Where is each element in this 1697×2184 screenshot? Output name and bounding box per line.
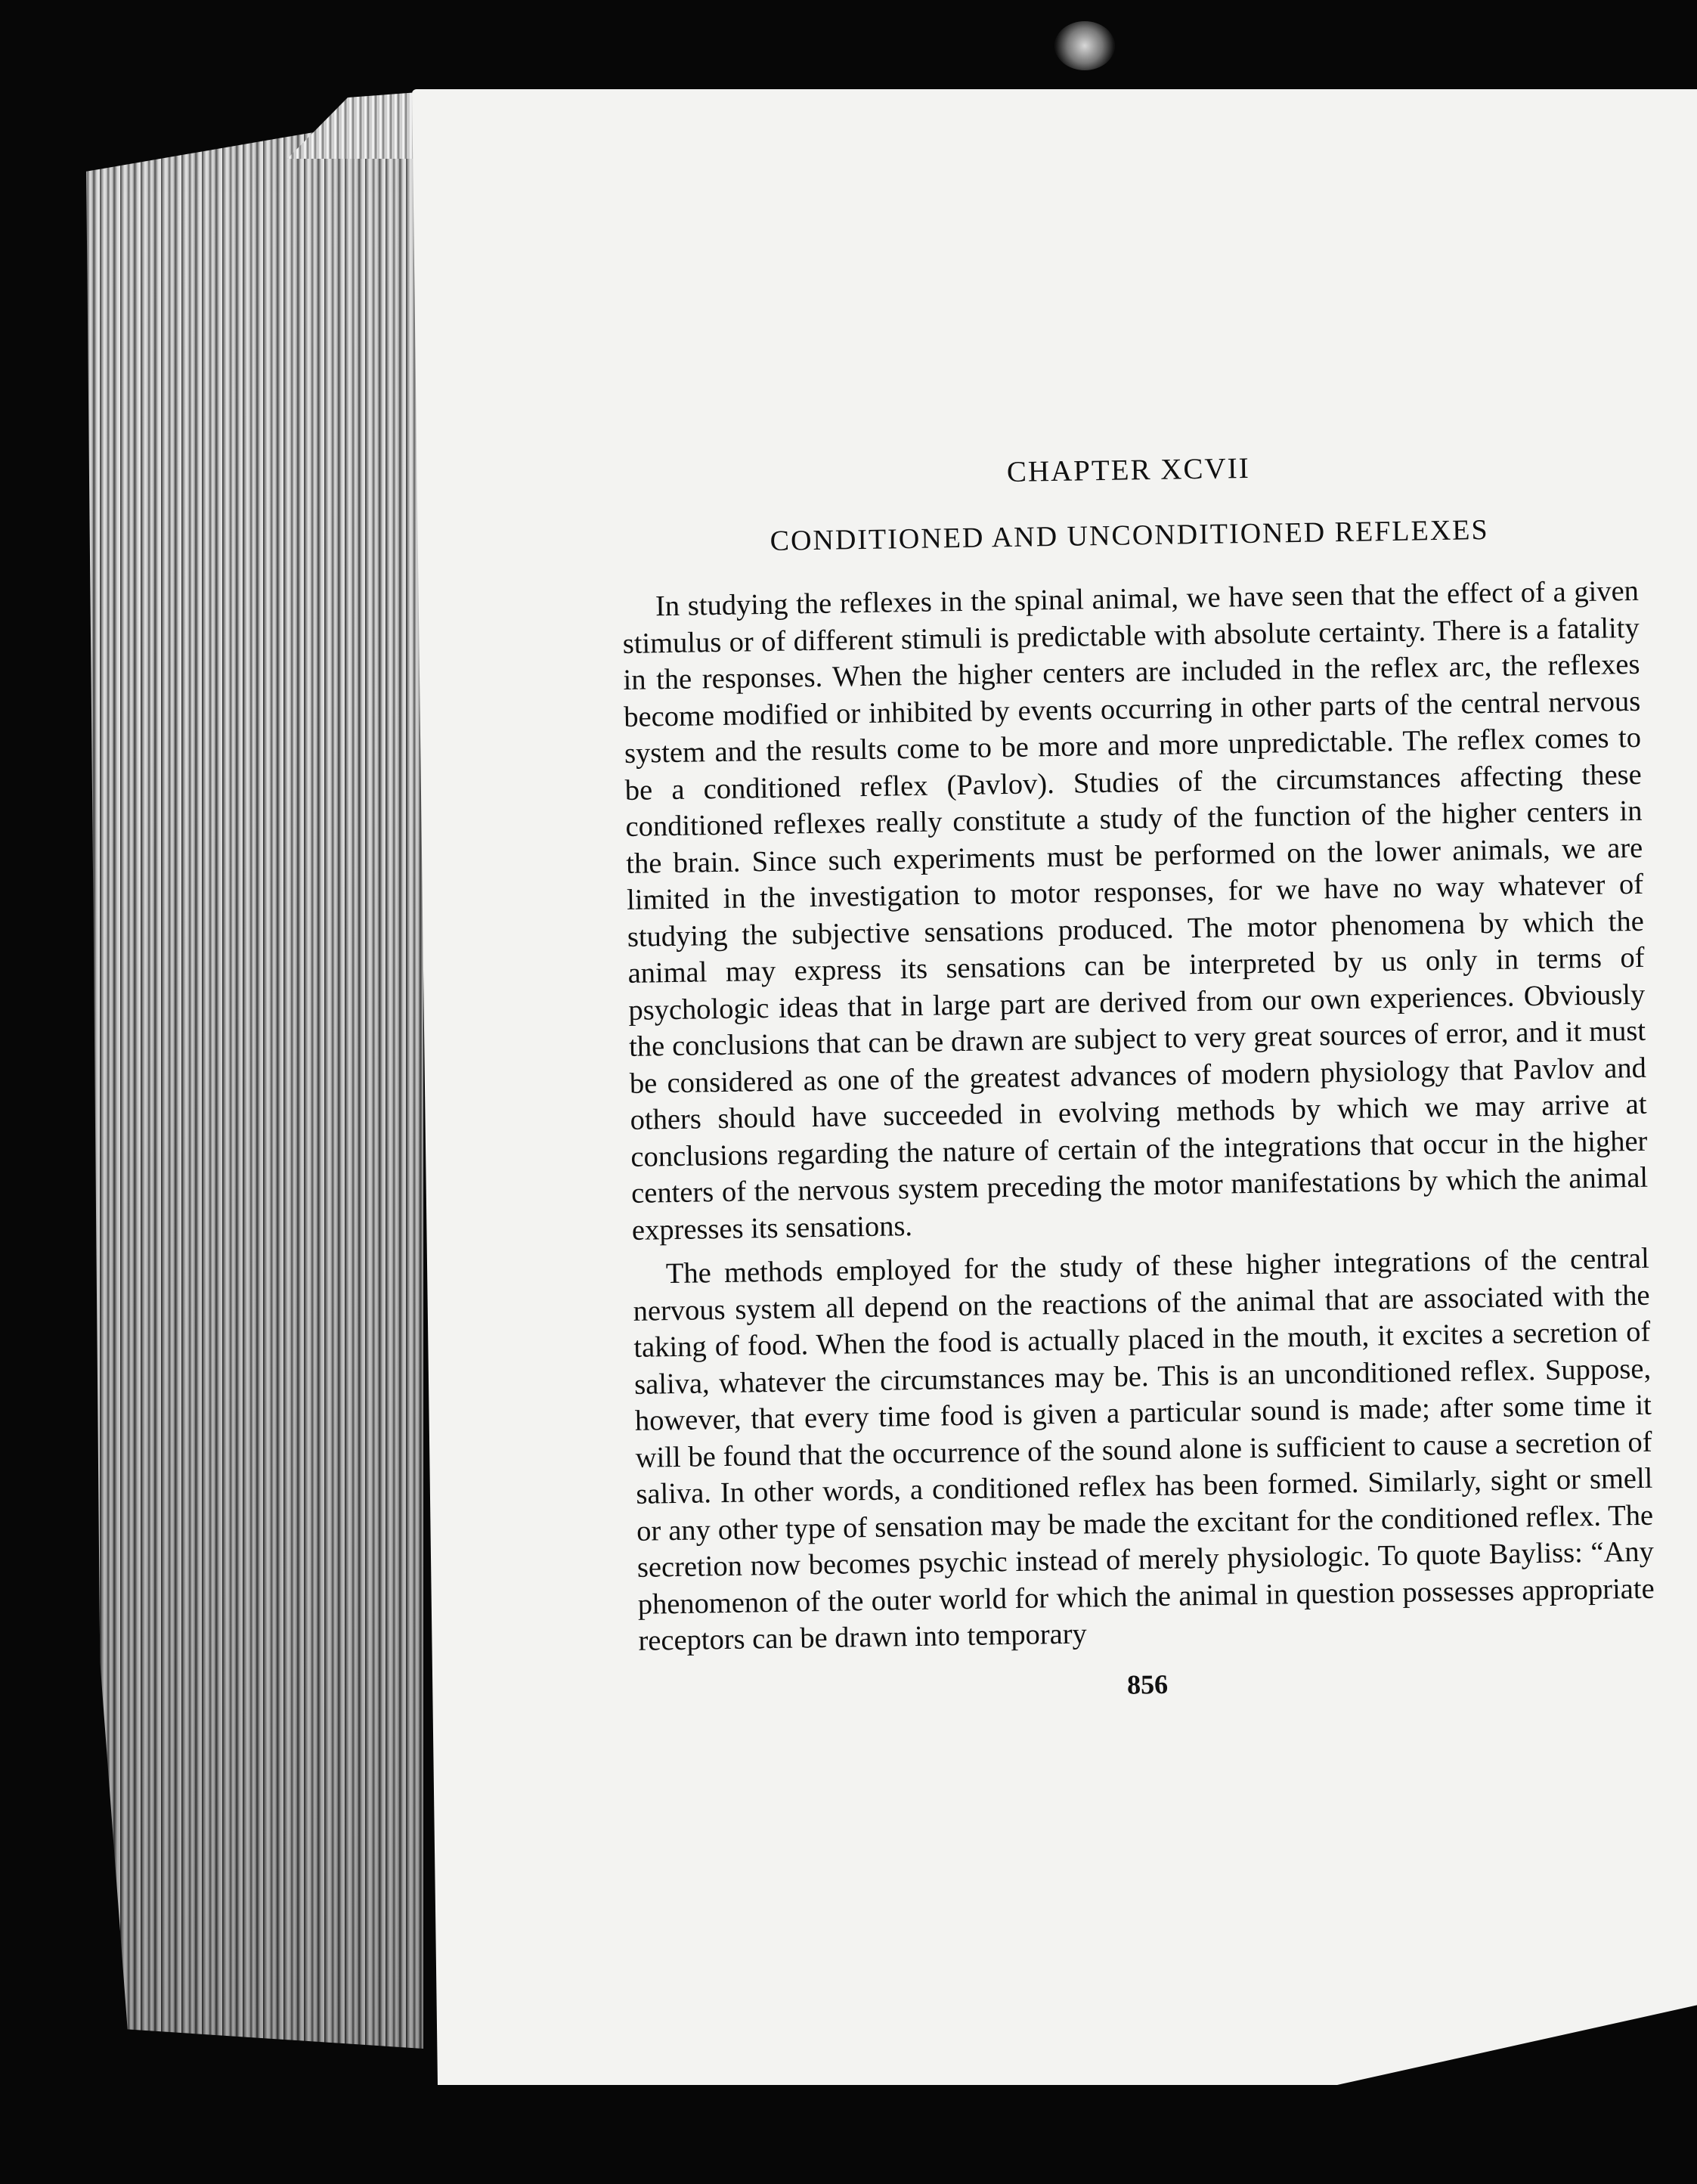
paragraph-2: The methods employed for the study of these higher integrations of the central nervous system all depend on the reactions of the animal that are associated with the taking of food. When the food is actually placed in the mouth, it excites a secretion of saliva, whatever the circumstances may be. This is an unconditioned reflex. Suppose, however, that every time food is given a particular sound is made; after some time it will be found that the occurrence of the sound alone is sufficient to cause a secretion of saliva. In other words, a conditioned reflex has been formed. Similarly, sight or smell or any other type of sensation may be made the excitant for the conditioned reflex. The secretion now becomes psychic instead of merely physiologic. To quote Bayliss: “Any phenomenon of the outer world for which the animal in question possesses appropriate receptors can be drawn into temporary [633, 1242, 1655, 1657]
page-content [620, 445, 1656, 1708]
binding-mark [1054, 21, 1115, 70]
paragraph-1: In studying the reflexes in the spinal animal, we have seen that the effect of a given stimulus or of different stimuli is predictable with absolute certainty. There is a fatality in the responses. When the higher centers are included in the reflex arc, the reflexes become modified or inhibited by events occurring in other parts of the central nervous system and the results come to be more and more unpredictable. The reflex comes to be a conditioned reflex (Pavlov). Studies of the circumstances affecting these conditioned reflexes really constitute a study of the function of the higher centers in the brain. Since such experiments must be performed on the lower animals, we are limited in the investigation to motor responses, for we have no way whatever of studying the subjective sensations produced. The motor phenomena by which the animal may express its sensations can be interpreted by us only in terms of psychologic ideas that in large part are derived from our own experiences. Obviously the conclusions that can be drawn are subject to very great sources of error, and it must be considered as one of the greatest advances of modern physiology that Pavlov and others should have succeeded in evolving methods by which we may arrive at conclusions regarding the nature of certain of the integrations that occur in the higher centers of the nervous system preceding the motor manifestations by which the animal expresses its sensations. [622, 575, 1649, 1247]
page-number: 856 [1126, 1668, 1169, 1700]
chapter-heading: CHAPTER XCVII [1006, 451, 1250, 488]
page-edge-stack [79, 113, 423, 2049]
chapter-title: CONDITIONED AND UNCONDITIONED REFLEXES [770, 513, 1489, 557]
